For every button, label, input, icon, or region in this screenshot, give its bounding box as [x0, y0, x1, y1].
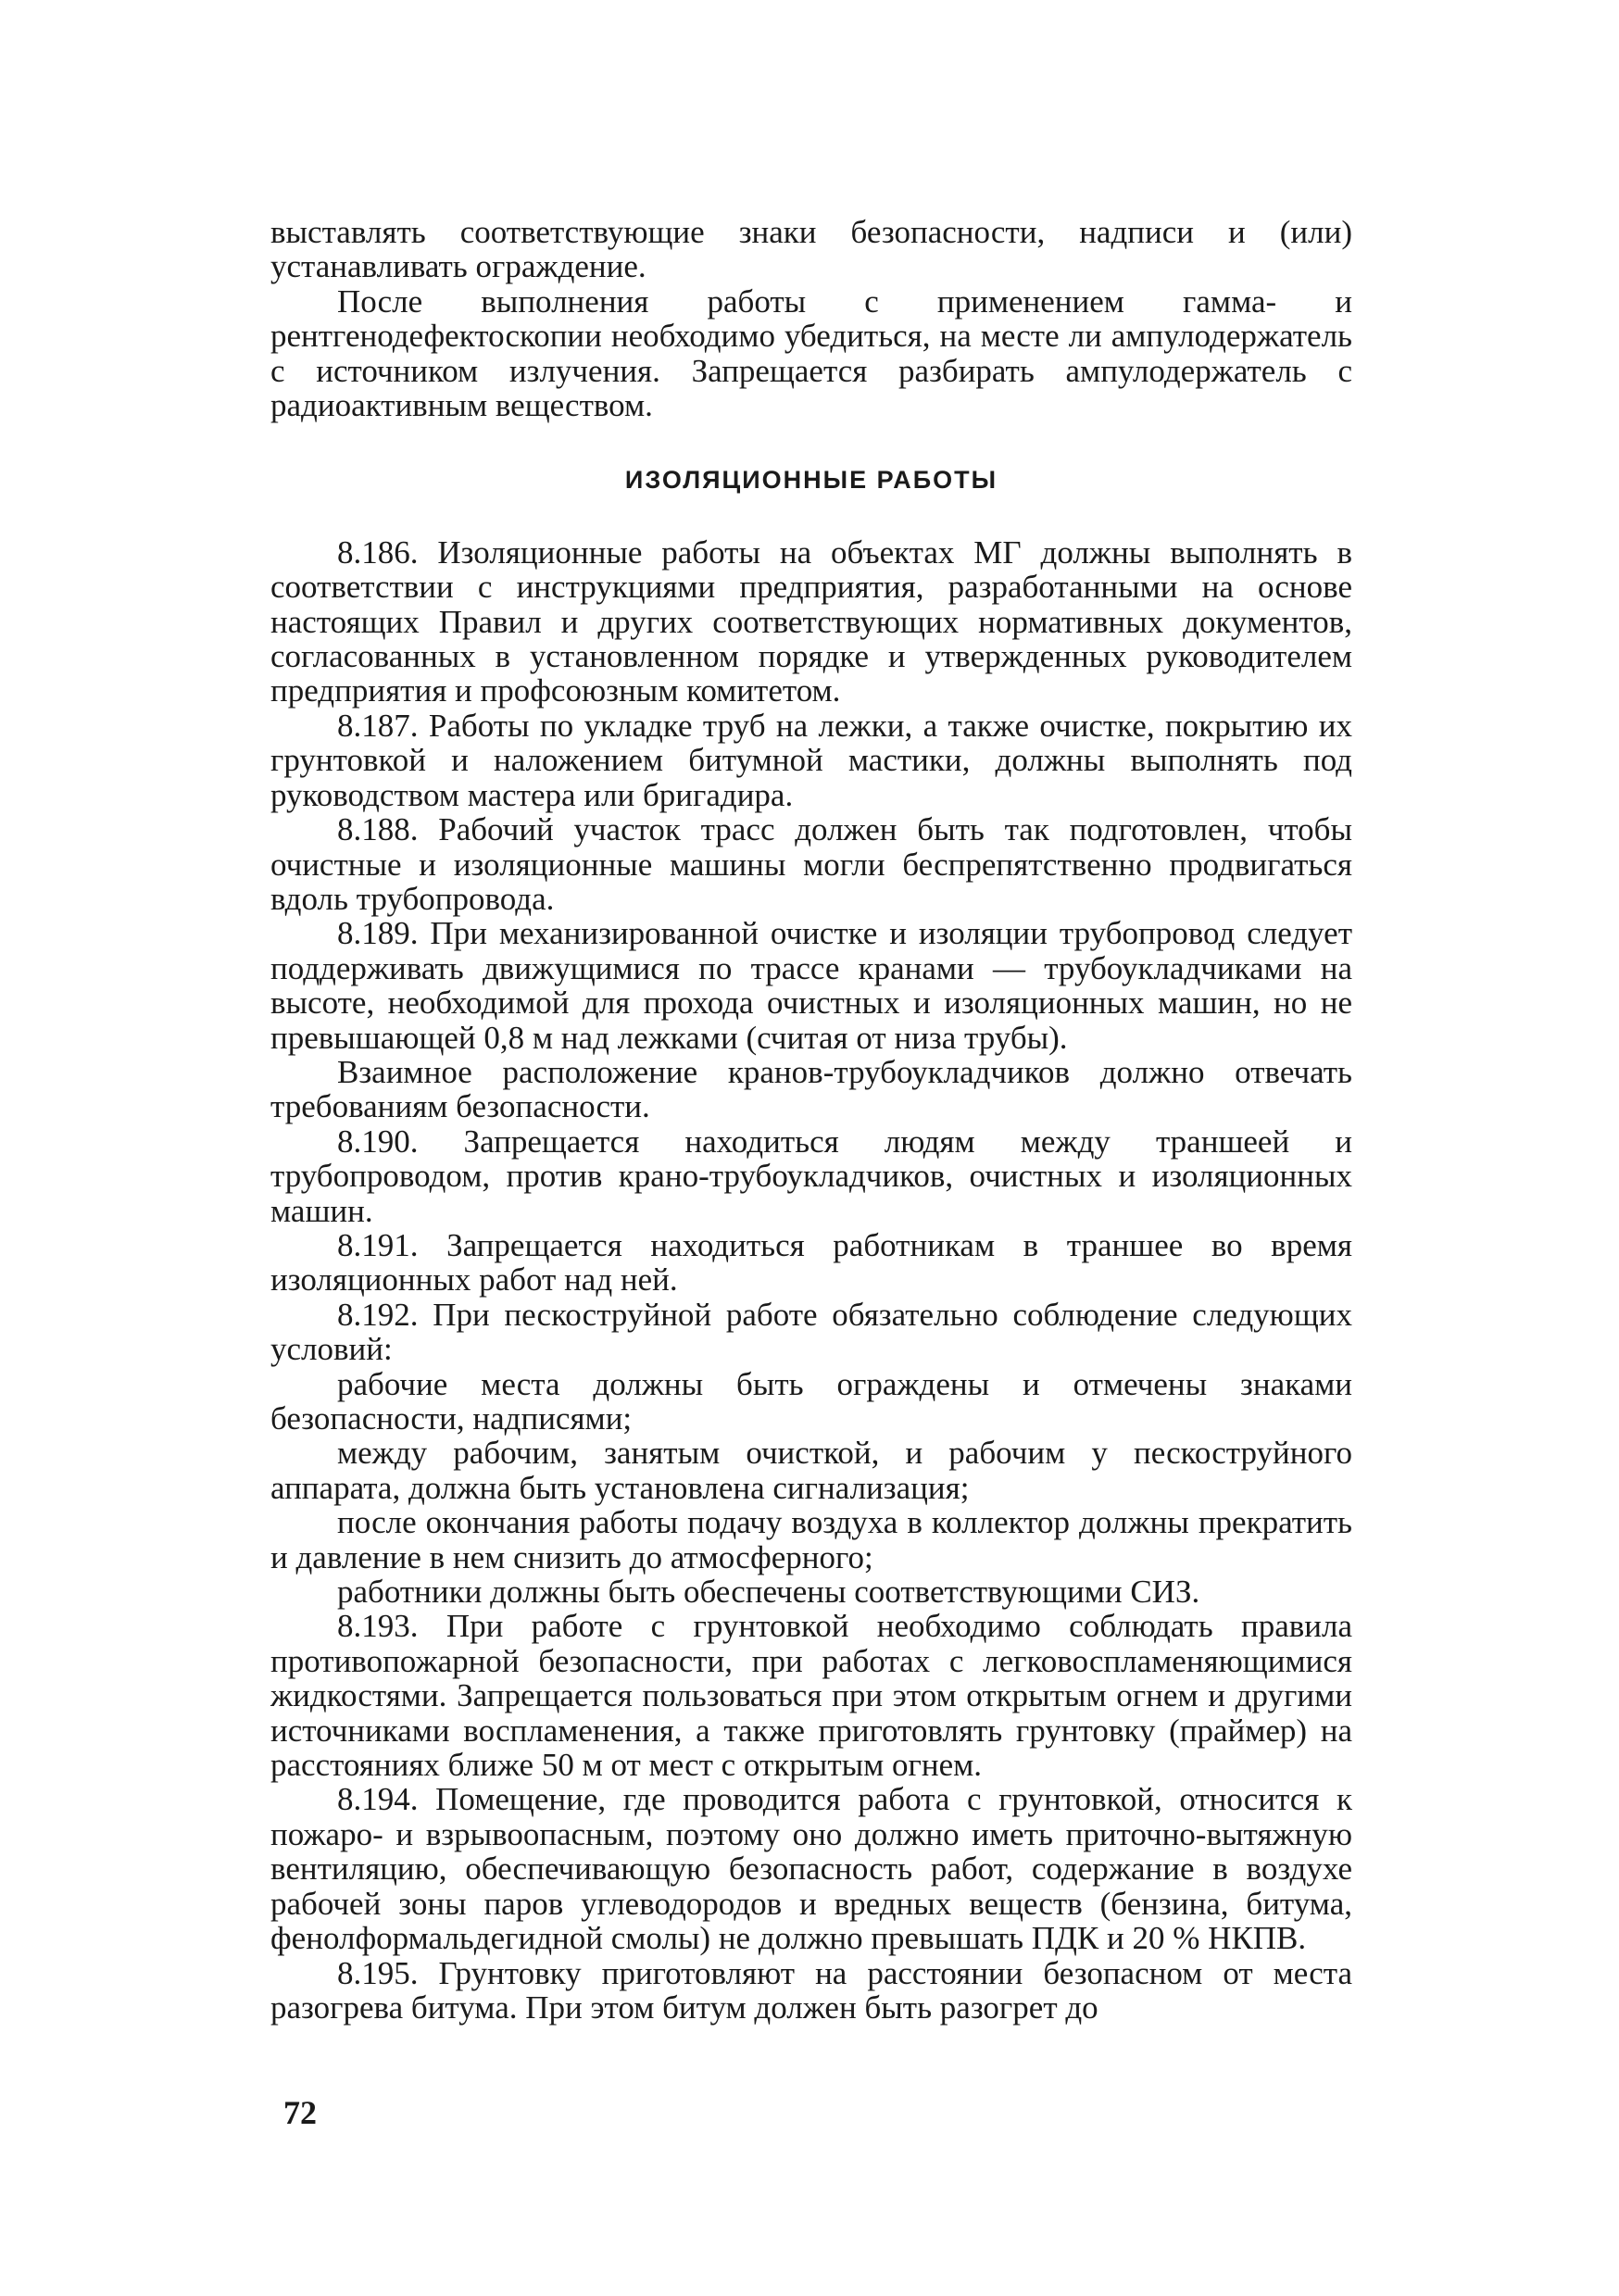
paragraph-8-190: 8.190. Запрещается находиться людям между траншеей и трубопроводом, против крано-трубоукладчиков, очистных и изоляционных машин.: [270, 1123, 1352, 1229]
paragraph-mutual-position: Взаимное расположение кранов-трубоукладчиков должно отвечать требованиям безопасности.: [270, 1053, 1352, 1125]
paragraph-8-186: 8.186. Изоляционные работы на объектах МГ должны выполнять в соответствии с инструкциями предприятия, разработанными на основе настоящих Правил и других соответствующих нормативных документов, согласованных в установленном порядке и утвержденных руководителем предприятия и профсоюзным комитетом.: [270, 533, 1352, 709]
paragraph-8-189: 8.189. При механизированной очистке и изоляции трубопровод следует поддерживать движущимися по трассе кранами — трубоукладчиками на высоте, необходимой для прохода очистных и изоляционных машин, но не превышающей 0,8 м над лежками (считая от низа трубы).: [270, 915, 1352, 1056]
intro-paragraph-1: выставлять соответствующие знаки безопасности, надписи и (или) устанавливать ограждение.: [270, 214, 1352, 285]
page-number: 72: [283, 2094, 317, 2131]
intro-paragraph-2: После выполнения работы с применением гамма- и рентгенодефектоскопии необходимо убедиться, на месте ли ампулодержатель с источником излучения. Запрещается разбирать ампулодержатель с радиоактивным веществом.: [270, 282, 1352, 424]
list-item-fenced: рабочие места должны быть ограждены и отмечены знаками безопасности, надписями;: [270, 1365, 1352, 1437]
paragraph-8-187: 8.187. Работы по укладке труб на лежки, а также очистке, покрытию их грунтовкой и наложением битумной мастики, должны выполнять под руководством мастера или бригадира.: [270, 707, 1352, 813]
list-item-air-supply: после окончания работы подачу воздуха в коллектор должны прекратить и давление в нем снизить до атмосферного;: [270, 1504, 1352, 1575]
paragraph-8-193: 8.193. При работе с грунтовкой необходимо соблюдать правила противопожарной безопасности, при работах с легковоспламеняющимися жидкостями. Запрещается пользоваться при этом открытым огнем и другими источниками воспламенения, а также приготовлять грунтовку (праймер) на расстояниях ближе 50 м от мест с открытым огнем.: [270, 1608, 1352, 1784]
paragraph-8-194: 8.194. Помещение, где проводится работа с грунтовкой, относится к пожаро- и взрывоопасным, поэтому оно должно иметь приточно-вытяжную вентиляцию, обеспечивающую безопасность работ, содержание в воздухе рабочей зоны паров углеводородов и вредных веществ (бензина, битума, фенолформальдегидной смолы) не должно превышать ПДК и 20 % НКПВ.: [270, 1781, 1352, 1957]
list-item-signaling: между рабочим, занятым очисткой, и рабочим у пескоструйного аппарата, должна быть установлена сигнализация;: [270, 1435, 1352, 1506]
list-item-ppe: работники должны быть обеспечены соответствующими СИЗ.: [337, 1574, 1200, 1611]
page-body: [270, 215, 1352, 2025]
section-heading: ИЗОЛЯЦИОННЫЕ РАБОТЫ: [624, 466, 998, 495]
paragraph-8-192: 8.192. При пескоструйной работе обязательно соблюдение следующих условий:: [270, 1296, 1352, 1368]
paragraph-8-188: 8.188. Рабочий участок трасс должен быть так подготовлен, чтобы очистные и изоляционные машины могли беспрепятственно продвигаться вдоль трубопровода.: [270, 811, 1352, 917]
paragraph-8-191: 8.191. Запрещается находиться работникам в траншее во время изоляционных работ над ней.: [270, 1226, 1352, 1299]
paragraph-8-195: 8.195. Грунтовку приготовляют на расстоянии безопасном от места разогрева битума. При этом битум должен быть разогрет до: [270, 1954, 1352, 2026]
